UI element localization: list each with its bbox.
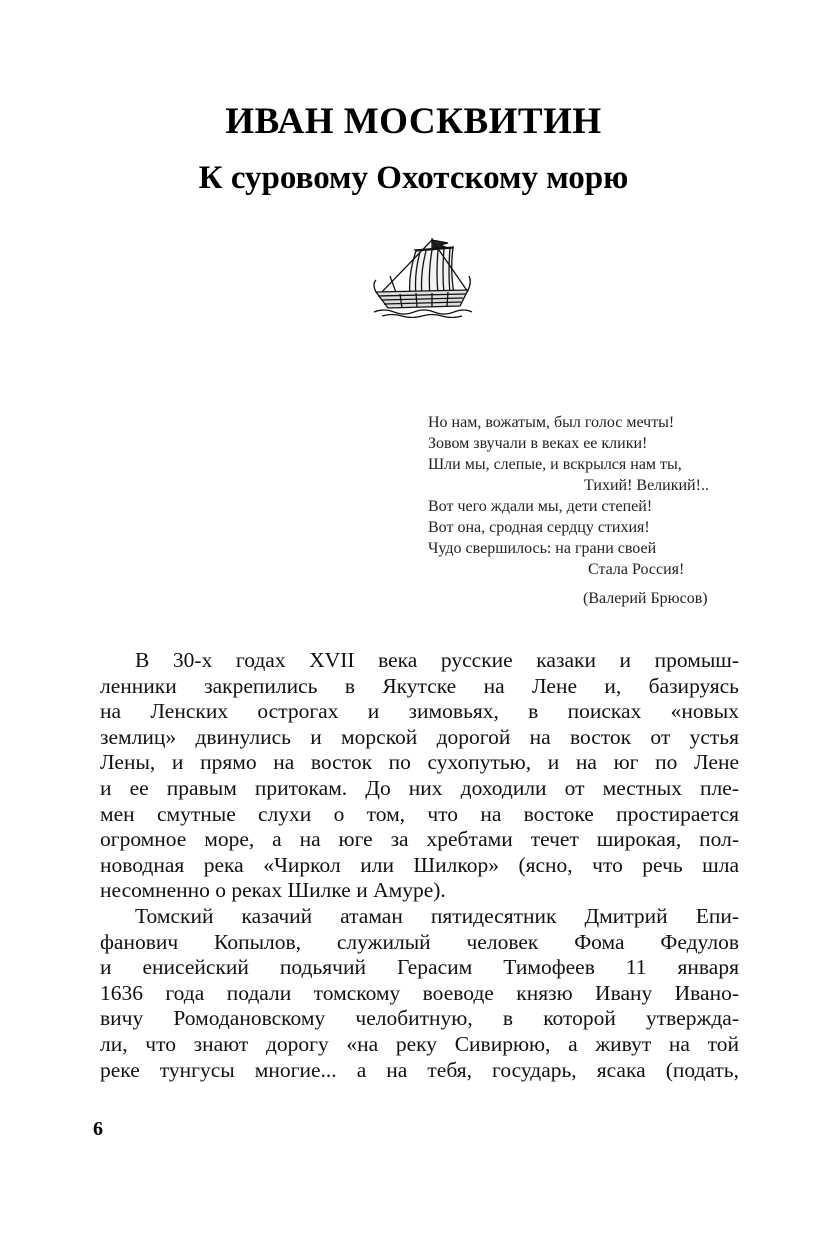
text-line: ли, что знают дорогу «на реку Сивирюю, а живут на той: [100, 1031, 739, 1056]
epigraph-line: Вот она, сродная сердцу стихия!: [428, 519, 650, 536]
text-line: вичу Ромодановскому челобитную, в которой утвержда-: [100, 1006, 739, 1031]
epigraph-line: Зовом звучали в веках ее клики!: [428, 435, 648, 452]
text-line: 1636 года подали томскому воеводе князю Ивану Ивано-: [100, 980, 739, 1005]
text-line: мен смутные слухи о том, что на востоке простирается: [100, 801, 739, 826]
epigraph-attribution: (Валерий Брюсов): [583, 590, 708, 607]
epigraph-line: Но нам, вожатым, был голос мечты!: [428, 414, 675, 431]
text-line: на Ленских острогах и зимовьях, в поисках «новых: [100, 699, 739, 724]
epigraph-line: Шли мы, слепые, и вскрылся нам ты,: [428, 456, 682, 473]
text-line: и енисейский подьячий Герасим Тимофеев 11 января: [100, 955, 739, 980]
epigraph-line: Вот чего ждали мы, дети степей!: [428, 498, 653, 515]
body-text: [100, 648, 739, 1083]
text-line: В 30-х годах XVII века русские казаки и промыш-: [135, 648, 739, 672]
epigraph-line: Стала Россия!: [588, 561, 685, 578]
epigraph: [428, 412, 748, 580]
epigraph-line: Чудо свершилось: на грани своей: [428, 540, 657, 557]
chapter-title: ИВАН МОСКВИТИН: [225, 101, 602, 142]
text-line: Томский казачий атаман пятидесятник Дмитрий Епи-: [135, 903, 739, 928]
text-line: землиц» двинулись и морской дорогой на восток от устья: [100, 724, 739, 749]
text-line: фанович Копылов, служилый человек Фома Федулов: [100, 929, 739, 954]
text-line: и ее правым притокам. До них доходили от местных пле-: [100, 775, 739, 800]
page-number: 6: [93, 1118, 103, 1140]
text-line: реке тунгусы многие... а на тебя, государь, ясака (подать,: [100, 1057, 739, 1082]
chapter-subtitle: К суровому Охотскому морю: [198, 160, 629, 196]
epigraph-line: Тихий! Великий!..: [584, 477, 709, 494]
sailing-ship-icon: [370, 236, 474, 318]
text-line: новодная река «Чиркол или Шилкор» (ясно, что речь шла: [100, 852, 739, 877]
text-line: Лены, и прямо на восток по сухопутью, и на юг по Лене: [100, 750, 739, 775]
text-line: несомненно о реках Шилке и Амуре).: [100, 878, 446, 903]
text-line: ленники закрепились в Якутске на Лене и, базируясь: [100, 673, 739, 698]
text-line: огромное море, а на юге за хребтами течет широкая, пол-: [100, 827, 739, 852]
